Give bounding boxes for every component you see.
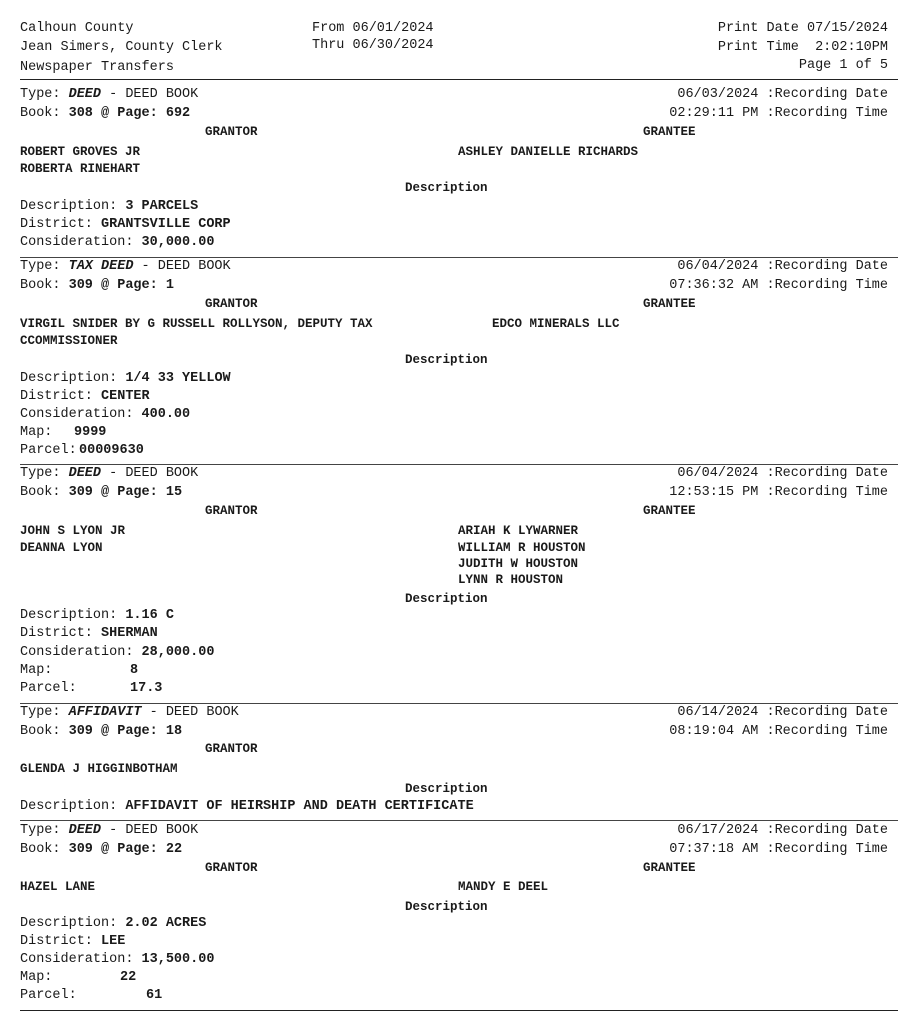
- date-range-from: From 06/01/2024: [312, 21, 434, 36]
- parcel-value: 17.3: [130, 681, 163, 696]
- grantor-heading: GRANTOR: [205, 861, 258, 875]
- date-range-thru: Thru 06/30/2024: [312, 38, 434, 53]
- grantor-name: ROBERTA RINEHART: [20, 162, 141, 176]
- description-heading: Description: [405, 181, 488, 195]
- recording-time: 07:37:18 AM :Recording Time: [669, 842, 888, 857]
- map-line: Map:: [20, 425, 53, 440]
- grantee-heading: GRANTEE: [643, 861, 696, 875]
- map-value: 22: [120, 970, 137, 985]
- header-divider: [20, 79, 898, 80]
- grantee-heading: GRANTEE: [643, 504, 696, 518]
- grantor-name: ROBERT GROVES JR: [20, 145, 141, 159]
- recording-time: 08:19:04 AM :Recording Time: [669, 724, 888, 739]
- description-heading: Description: [405, 900, 488, 914]
- clerk-name: Jean Simers, County Clerk: [20, 40, 223, 55]
- description-line: Description: 1.16 C: [20, 608, 174, 623]
- description-line: Description: 3 PARCELS: [20, 199, 199, 214]
- grantor-name: CCOMMISSIONER: [20, 334, 118, 348]
- recording-time: 07:36:32 AM :Recording Time: [669, 278, 888, 293]
- parcel-line: Parcel:: [20, 443, 77, 458]
- grantor-name: JOHN S LYON JR: [20, 524, 126, 538]
- grantee-heading: GRANTEE: [643, 125, 696, 139]
- parcel-value: 00009630: [79, 443, 144, 458]
- map-value: 9999: [74, 425, 107, 440]
- record-type-line: Type: AFFIDAVIT - DEED BOOK: [20, 705, 239, 720]
- record-type: DEED: [68, 87, 102, 102]
- recording-time: 12:53:15 PM :Recording Time: [669, 485, 888, 500]
- book-page-line: Book: 309 @ Page: 18: [20, 724, 183, 739]
- grantee-name: EDCO MINERALS LLC: [492, 317, 620, 331]
- parcel-line: Parcel:: [20, 988, 77, 1003]
- description-line: Description: 2.02 ACRES: [20, 916, 207, 931]
- record-type: DEED: [68, 466, 102, 481]
- recording-date: 06/14/2024 :Recording Date: [677, 705, 888, 720]
- consideration-line: Consideration: 28,000.00: [20, 645, 215, 660]
- grantor-heading: GRANTOR: [205, 504, 258, 518]
- grantee-heading: GRANTEE: [643, 297, 696, 311]
- recording-date: 06/17/2024 :Recording Date: [677, 823, 888, 838]
- record-type-line: Type: DEED - DEED BOOK: [20, 466, 199, 481]
- grantor-name: VIRGIL SNIDER BY G RUSSELL ROLLYSON, DEPUTY TAX: [20, 317, 373, 331]
- county-name: Calhoun County: [20, 21, 134, 36]
- grantor-name: HAZEL LANE: [20, 880, 96, 894]
- consideration-line: Consideration: 13,500.00: [20, 952, 215, 967]
- parcel-line: Parcel:: [20, 681, 77, 696]
- record-type-line: Type: DEED - DEED BOOK: [20, 87, 199, 102]
- consideration-line: Consideration: 400.00: [20, 407, 191, 422]
- book-page-line: Book: 308 @ Page: 692: [20, 106, 191, 121]
- district-line: District: CENTER: [20, 389, 150, 404]
- record-type: AFFIDAVIT: [68, 705, 142, 720]
- recording-date: 06/04/2024 :Recording Date: [677, 466, 888, 481]
- book-page-line: Book: 309 @ Page: 22: [20, 842, 183, 857]
- recording-date: 06/03/2024 :Recording Date: [677, 87, 888, 102]
- grantee-name: ASHLEY DANIELLE RICHARDS: [458, 145, 639, 159]
- district-line: District: SHERMAN: [20, 626, 158, 641]
- grantee-name: MANDY E DEEL: [458, 880, 549, 894]
- grantor-name: GLENDA J HIGGINBOTHAM: [20, 762, 178, 776]
- grantee-name: WILLIAM R HOUSTON: [458, 541, 586, 555]
- record-type-line: Type: TAX DEED - DEED BOOK: [20, 259, 231, 274]
- map-line: Map:: [20, 663, 53, 678]
- page-bottom-divider: [20, 1010, 898, 1011]
- grantor-name: DEANNA LYON: [20, 541, 103, 555]
- map-line: Map:: [20, 970, 53, 985]
- district-line: District: GRANTSVILLE CORP: [20, 217, 231, 232]
- grantee-name: JUDITH W HOUSTON: [458, 557, 579, 571]
- print-date: Print Date 07/15/2024: [717, 21, 888, 36]
- grantee-name: ARIAH K LYWARNER: [458, 524, 579, 538]
- parcel-value: 61: [146, 988, 163, 1003]
- grantor-heading: GRANTOR: [205, 297, 258, 311]
- grantee-name: LYNN R HOUSTON: [458, 573, 564, 587]
- description-heading: Description: [405, 592, 488, 606]
- recording-time: 02:29:11 PM :Recording Time: [669, 106, 888, 121]
- report-title: Newspaper Transfers: [20, 60, 174, 75]
- book-page-line: Book: 309 @ Page: 1: [20, 278, 174, 293]
- consideration-line: Consideration: 30,000.00: [20, 235, 215, 250]
- description-line: Description: AFFIDAVIT OF HEIRSHIP AND DEATH CERTIFICATE: [20, 799, 474, 814]
- map-value: 8: [130, 663, 139, 678]
- description-heading: Description: [405, 782, 488, 796]
- grantor-heading: GRANTOR: [205, 742, 258, 756]
- district-line: District: LEE: [20, 934, 126, 949]
- record-divider: [20, 820, 898, 821]
- record-type: TAX DEED: [68, 259, 134, 274]
- description-heading: Description: [405, 353, 488, 367]
- grantor-heading: GRANTOR: [205, 125, 258, 139]
- book-page-line: Book: 309 @ Page: 15: [20, 485, 183, 500]
- record-type-line: Type: DEED - DEED BOOK: [20, 823, 199, 838]
- description-line: Description: 1/4 33 YELLOW: [20, 371, 231, 386]
- record-type: DEED: [68, 823, 102, 838]
- page-indicator: Page 1 of 5: [798, 58, 888, 73]
- print-time: Print Time 2:02:10PM: [717, 40, 888, 55]
- recording-date: 06/04/2024 :Recording Date: [677, 259, 888, 274]
